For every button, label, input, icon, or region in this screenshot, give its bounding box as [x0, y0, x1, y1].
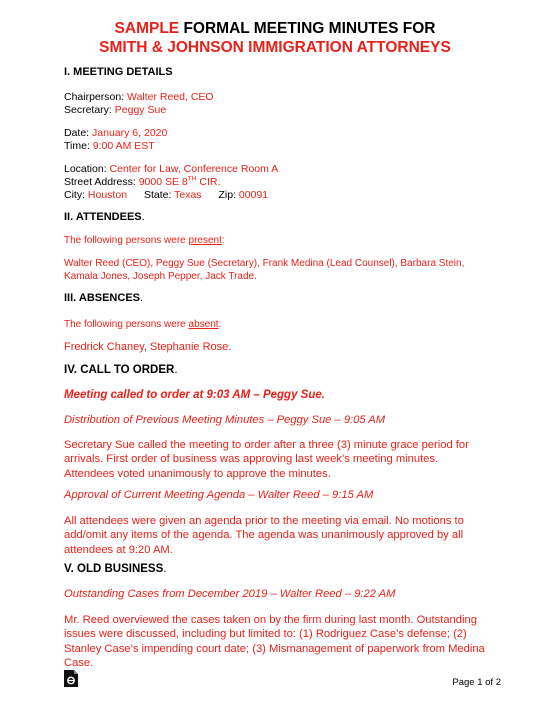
location-value: Center for Law, Conference Room A — [109, 163, 279, 175]
city-label: City: — [64, 189, 85, 201]
absences-heading-period: . — [140, 292, 144, 304]
old-business-heading-text: V. OLD BUSINESS — [64, 563, 164, 575]
page-number: Page 1 of 2 — [452, 677, 501, 688]
zip-label: Zip: — [218, 189, 236, 201]
agenda-item-outstanding-cases-body: Mr. Reed overviewed the cases taken on by the firm during last month. Outstanding issues were discussed, including but limited to: (1) Rodriguez Case’s defense; (2) Stanley Case’s impending court date; (3) Mismanagement of paperwork from Medina Case. — [64, 614, 485, 669]
old-business-heading-period: . — [163, 563, 167, 575]
attendees-heading-period: . — [141, 211, 145, 223]
absences-heading-text: III. ABSENCES — [64, 292, 140, 304]
meeting-called-to-order: Meeting called to order at 9:03 AM – Peggy Sue. — [64, 389, 325, 401]
secretary-line — [64, 104, 494, 117]
document-title-line-1 — [0, 20, 550, 38]
agenda-item-previous-minutes-body: Secretary Sue called the meeting to order after a three (3) minute grace period for arrivals. First order of business was approving last week’s meeting minutes. Attendees voted unanimously to approve the minutes. — [64, 439, 469, 480]
agenda-item-previous-minutes: Distribution of Previous Meeting Minutes – Peggy Sue – 9:05 AM — [64, 414, 386, 426]
absences-intro-colon: : — [218, 319, 222, 330]
section-heading-meeting-details: I. MEETING DETAILS — [64, 66, 173, 78]
state-label: State: — [143, 189, 172, 201]
date-label: Date: — [64, 127, 90, 139]
zip-value: 00091 — [238, 189, 269, 201]
attendees-intro-text: The following persons were — [64, 235, 189, 246]
chairperson-line — [64, 91, 494, 104]
city-state-zip-line — [64, 189, 494, 202]
document-logo-icon — [64, 670, 78, 687]
agenda-item-outstanding-cases: Outstanding Cases from December 2019 – Walter Reed – 9:22 AM — [64, 588, 396, 600]
street-address-line — [64, 176, 494, 189]
sample-label: SAMPLE — [114, 20, 180, 37]
section-heading-call-to-order — [64, 364, 494, 377]
chairperson-value: Walter Reed, CEO — [127, 91, 214, 103]
attendees-heading-text: II. ATTENDEES — [64, 211, 142, 223]
attendees-intro — [64, 234, 494, 247]
street-address-number: 9000 SE 8 — [138, 176, 188, 188]
absences-intro-emphasis: absent — [188, 319, 219, 330]
call-to-order-heading-text: IV. CALL TO ORDER — [64, 364, 175, 376]
date-line — [64, 127, 494, 140]
attendees-intro-emphasis: present — [188, 235, 222, 246]
street-address-suffix: TH — [187, 175, 197, 183]
street-address-label: Street Address: — [64, 176, 136, 188]
title-text: FORMAL MEETING MINUTES FOR — [183, 20, 436, 37]
street-address-type: CIR. — [196, 176, 221, 188]
attendees-list: Walter Reed (CEO), Peggy Sue (Secretary), Frank Medina (Lead Counsel), Barbara Stein, Kamala Jones, Joseph Pepper, Jack Trade. — [64, 258, 465, 282]
absences-intro-text: The following persons were — [64, 319, 189, 330]
absences-intro — [64, 318, 494, 331]
city-value: Houston — [87, 189, 128, 201]
time-value: 9:00 AM EST — [92, 140, 155, 152]
agenda-item-current-agenda: Approval of Current Meeting Agenda – Walter Reed – 9:15 AM — [64, 489, 374, 501]
secretary-value: Peggy Sue — [114, 104, 167, 116]
section-heading-absences — [64, 292, 494, 305]
location-line — [64, 163, 494, 176]
time-label: Time: — [64, 140, 90, 152]
attendees-intro-colon: : — [221, 235, 225, 246]
section-heading-old-business — [64, 563, 494, 576]
time-line — [64, 140, 494, 153]
document-title-line-2: SMITH & JOHNSON IMMIGRATION ATTORNEYS — [99, 39, 451, 56]
chairperson-label: Chairperson: — [64, 91, 125, 103]
street-address-value — [139, 176, 221, 188]
call-to-order-heading-period: . — [174, 364, 178, 376]
absences-list: Fredrick Chaney, Stephanie Rose. — [64, 341, 232, 353]
section-heading-attendees — [64, 211, 494, 224]
agenda-item-current-agenda-body: All attendees were given an agenda prior to the meeting via email. No motions to add/omit any items of the agenda. The agenda was unanimously approved by all attendees at 9:20 AM. — [64, 515, 464, 556]
location-label: Location: — [64, 163, 107, 175]
date-value: January 6, 2020 — [92, 127, 168, 139]
secretary-label: Secretary: — [64, 104, 112, 116]
state-value: Texas — [174, 189, 202, 201]
